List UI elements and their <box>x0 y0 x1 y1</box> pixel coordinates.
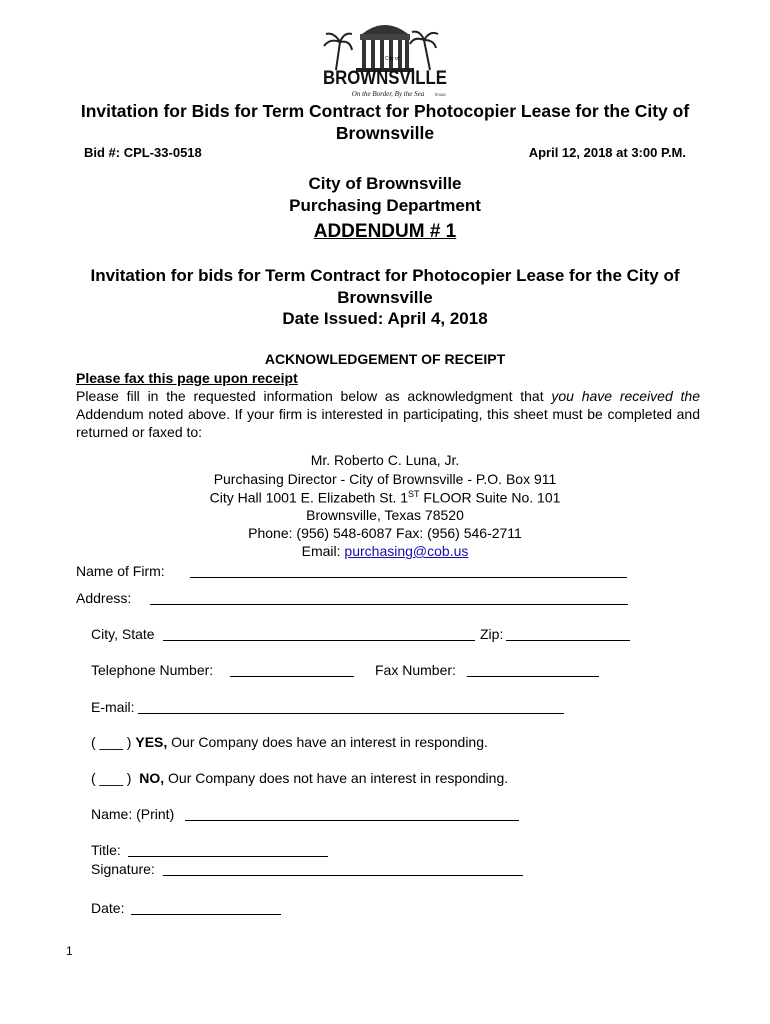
address-label: Address: <box>76 590 132 606</box>
date-issued: Date Issued: April 4, 2018 <box>282 309 488 328</box>
print-name-label: Name: (Print) <box>91 806 175 822</box>
city-state-field[interactable] <box>163 640 475 641</box>
document-title: Invitation for Bids for Term Contract for Photocopier Lease for the City of Brownsville <box>80 101 690 143</box>
yes-checkbox[interactable]: ( ___ ) <box>91 734 132 750</box>
instructions-paragraph: Please fill in the requested information below as acknowledgment that you have received the Addendum noted above. If your firm is interested in participating, this sheet must be completed and returned or faxed to: <box>76 388 700 440</box>
yes-option[interactable]: ( ___ ) YES, Our Company does have an interest in responding. <box>91 734 488 750</box>
svg-text:BROWNSVILLE: BROWNSVILLE <box>323 68 447 89</box>
fax-label: Fax Number: <box>375 662 456 678</box>
contact-name: Mr. Roberto C. Luna, Jr. <box>310 452 460 468</box>
email-field[interactable] <box>138 713 564 714</box>
city-name: City of Brownsville <box>308 174 462 193</box>
contact-title: Purchasing Director - City of Brownsville - P.O. Box 911 <box>213 471 557 487</box>
date-field[interactable] <box>131 914 281 915</box>
zip-label: Zip: <box>480 626 504 642</box>
contact-email: Email: purchasing@cob.us <box>301 543 469 559</box>
svg-text:On the Border, By the Sea: On the Border, By the Sea <box>351 90 425 98</box>
acknowledgement-heading: ACKNOWLEDGEMENT OF RECEIPT <box>264 351 506 367</box>
title-field[interactable] <box>128 856 328 857</box>
firm-name-field[interactable] <box>190 577 627 578</box>
department-name: Purchasing Department <box>289 196 481 215</box>
email-label: E-mail: <box>91 699 135 715</box>
bid-number: Bid #: CPL-33-0518 <box>84 145 202 160</box>
page-number: 1 <box>66 944 73 958</box>
fax-note: Please fax this page upon receipt <box>76 370 298 386</box>
invitation-title: Invitation for bids for Term Contract for Photocopier Lease for the City of Brownsville <box>90 266 680 307</box>
svg-text:TEXAS: TEXAS <box>434 93 446 97</box>
signature-field[interactable] <box>163 875 523 876</box>
zip-field[interactable] <box>506 640 630 641</box>
telephone-field[interactable] <box>230 676 354 677</box>
date-label: Date: <box>91 900 125 916</box>
fax-field[interactable] <box>467 676 599 677</box>
address-field[interactable] <box>150 604 628 605</box>
bid-due-date: April 12, 2018 at 3:00 P.M. <box>528 145 686 160</box>
city-state-label: City, State <box>91 626 155 642</box>
no-option[interactable]: ( ___ ) NO, Our Company does not have an interest in responding. <box>91 770 509 786</box>
email-link[interactable]: purchasing@cob.us <box>344 543 469 559</box>
title-label: Title: <box>91 842 121 858</box>
no-checkbox[interactable]: ( ___ ) <box>91 770 132 786</box>
addendum-heading: ADDENDUM # 1 <box>313 221 457 242</box>
telephone-label: Telephone Number: <box>91 662 214 678</box>
print-name-field[interactable] <box>185 820 519 821</box>
svg-text:City of: City of <box>385 56 400 62</box>
contact-address: City Hall 1001 E. Elizabeth St. 1ST FLOOR Suite No. 101 <box>209 489 561 506</box>
signature-label: Signature: <box>91 861 155 877</box>
city-logo <box>318 12 452 100</box>
firm-name-label: Name of Firm: <box>76 563 165 579</box>
contact-phone-fax: Phone: (956) 548-6087 Fax: (956) 546-2711 <box>248 525 522 541</box>
city-hall-building-icon <box>318 12 452 100</box>
contact-city-state: Brownsville, Texas 78520 <box>306 507 464 523</box>
